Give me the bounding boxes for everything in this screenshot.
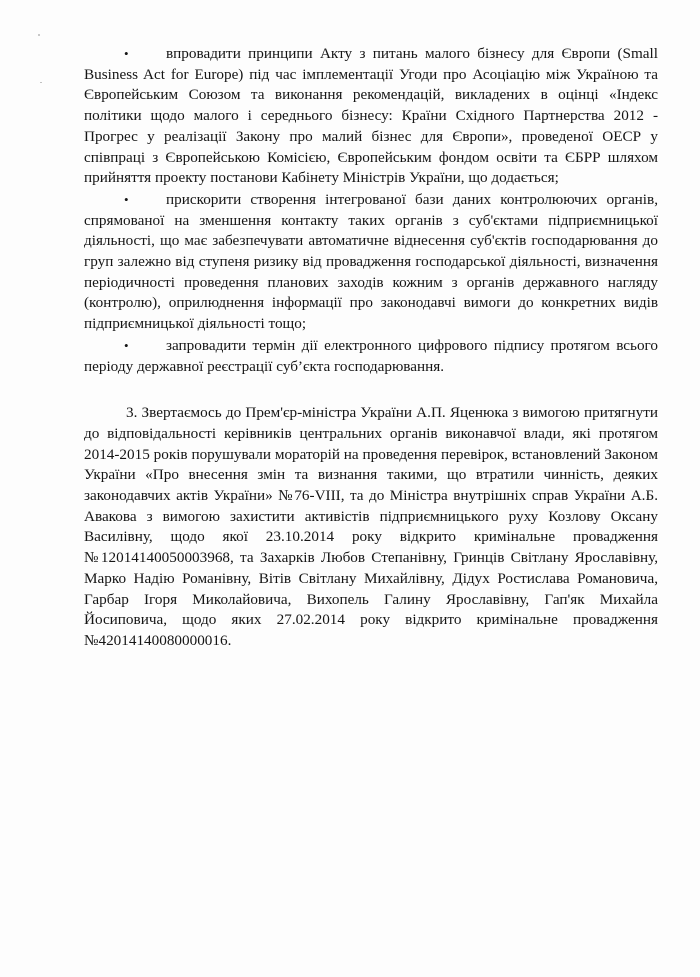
bullet-icon: • <box>124 337 129 353</box>
bullet-text: впровадити принципи Акту з питань малого бізнесу для Європи (Small Business Act for Europe) під час імплементації Угоди про Асоціацію між Україною та Європейським Союзом та виконання рекомендацій, викладених в оцінці «Індекс політики щодо малого і середнього бізнесу: Країни Східного Партнерства 2012 - Прогрес у реалізації Закону про малий бізнес для Європи», проведеної ОЕСР у співпраці з Європейською Комісією, Європейським фондом освіти та ЄБРР шляхом прийняття проекту постанови Кабінету Міністрів України, що додається; <box>84 45 658 187</box>
document-body <box>84 44 658 652</box>
bullet-icon: • <box>124 191 129 207</box>
bullet-icon: • <box>124 46 129 61</box>
bullet-text: прискорити створення інтегрованої бази даних контролюючих органів, спрямованої на зменшення контакту таких органів з суб'єктами підприємницької діяльності, що має забезпечувати автоматичне віднесення суб'єктів господарювання до груп залежно від ступеня ризику від провадження господарської діяльності, визначення періодичності проведення планових заходів кожним з органів державного нагляду (контролю), оприлюднення інформації про законодавчі вимоги до конкретних видів підприємницької діяльності тощо; <box>84 190 658 333</box>
bullet-item <box>84 44 658 189</box>
scan-speck <box>40 82 42 83</box>
scan-speck <box>38 34 40 36</box>
bullet-text: запровадити термін дії електронного цифрового підпису протягом всього періоду державної реєстрації суб’єкта господарювання. <box>84 336 658 375</box>
bullet-item <box>84 336 658 377</box>
paragraph-3: 3. Звертаємось до Прем'єр-міністра України А.П. Яценюка з вимогою притягнути до відповідальності керівників центральних органів виконавчої влади, які протягом 2014-2015 років порушували мораторій на проведення перевірок, встановлений Законом України «Про внесення змін та визнання такими, що втратили чинність, деяких законодавчих актів України» №76-VIII, та до Міністра внутрішніх справ України А.Б. Авакова з вимогою захистити активістів підприємницького руху Козлову Оксану Василівну, щодо якої 23.10.2014 року відкрито кримінальне провадження №12014140050003968, та Захарків Любов Степанівну, Гринців Світлану Ярославівну, Марко Надію Романівну, Вітів Світлану Михайлівну, Дідух Ростислава Романовича, Гарбар Ігоря Миколайовича, Вихопель Галину Ярославівну, Гап'як Михайла Йосиповича, щодо яких 27.02.2014 року відкрито кримінальне провадження №42014140080000016. <box>84 404 658 649</box>
bullet-item <box>84 190 658 335</box>
